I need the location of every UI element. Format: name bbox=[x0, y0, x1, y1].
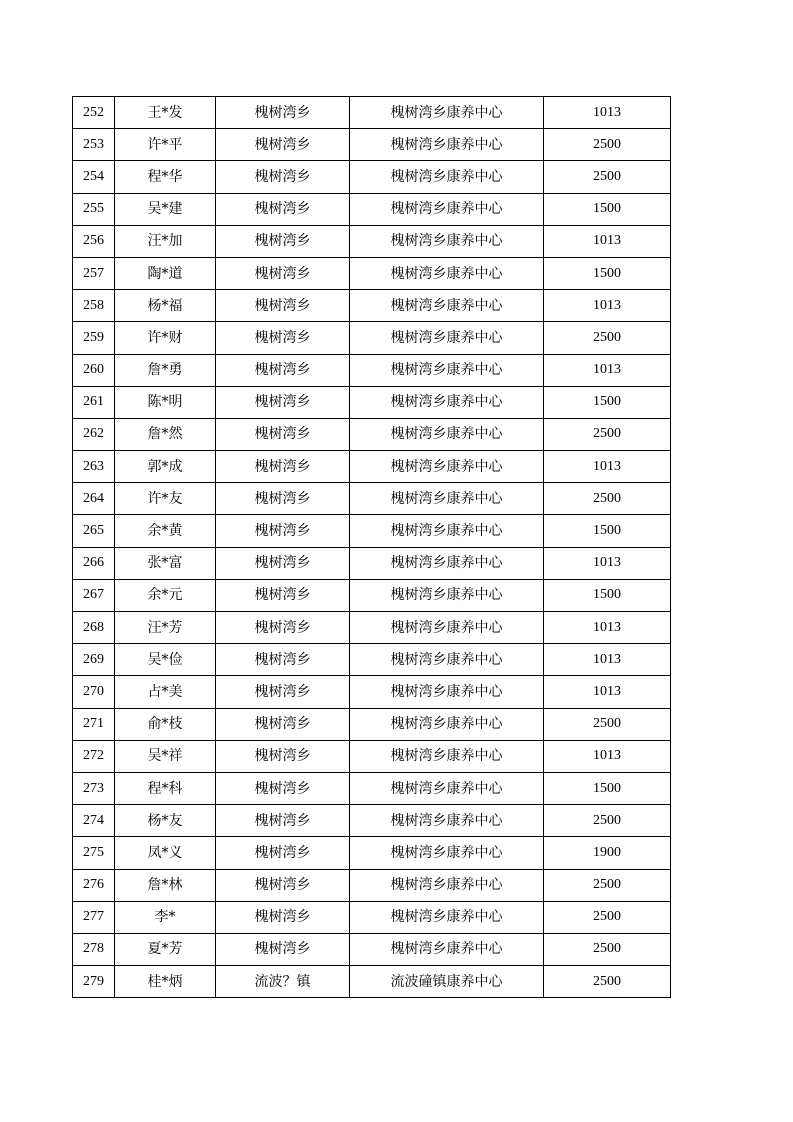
cell-name: 余*元 bbox=[115, 579, 216, 611]
cell-institution: 槐树湾乡康养中心 bbox=[350, 740, 544, 772]
cell-institution: 槐树湾乡康养中心 bbox=[350, 354, 544, 386]
cell-serial-number: 271 bbox=[73, 708, 115, 740]
cell-amount: 2500 bbox=[544, 483, 671, 515]
table-row bbox=[73, 676, 671, 708]
table-row bbox=[73, 966, 671, 998]
cell-serial-number: 270 bbox=[73, 676, 115, 708]
cell-amount: 1013 bbox=[544, 644, 671, 676]
cell-name: 吴*祥 bbox=[115, 740, 216, 772]
cell-serial-number: 255 bbox=[73, 193, 115, 225]
table-row bbox=[73, 515, 671, 547]
cell-serial-number: 276 bbox=[73, 869, 115, 901]
beneficiary-table bbox=[72, 96, 671, 998]
cell-township: 槐树湾乡 bbox=[216, 740, 350, 772]
cell-institution: 槐树湾乡康养中心 bbox=[350, 322, 544, 354]
table-row bbox=[73, 933, 671, 965]
cell-serial-number: 254 bbox=[73, 161, 115, 193]
cell-institution: 槐树湾乡康养中心 bbox=[350, 193, 544, 225]
cell-amount: 2500 bbox=[544, 161, 671, 193]
cell-institution: 槐树湾乡康养中心 bbox=[350, 225, 544, 257]
cell-institution: 槐树湾乡康养中心 bbox=[350, 612, 544, 644]
cell-amount: 1013 bbox=[544, 612, 671, 644]
cell-township: 槐树湾乡 bbox=[216, 257, 350, 289]
cell-amount: 1013 bbox=[544, 547, 671, 579]
cell-amount: 1013 bbox=[544, 225, 671, 257]
table-row bbox=[73, 129, 671, 161]
table-body bbox=[73, 97, 671, 998]
cell-amount: 1500 bbox=[544, 386, 671, 418]
cell-amount: 1013 bbox=[544, 740, 671, 772]
cell-township: 槐树湾乡 bbox=[216, 644, 350, 676]
cell-name: 许*友 bbox=[115, 483, 216, 515]
cell-institution: 槐树湾乡康养中心 bbox=[350, 515, 544, 547]
cell-institution: 槐树湾乡康养中心 bbox=[350, 901, 544, 933]
cell-township: 槐树湾乡 bbox=[216, 129, 350, 161]
cell-serial-number: 257 bbox=[73, 257, 115, 289]
cell-serial-number: 278 bbox=[73, 933, 115, 965]
cell-serial-number: 266 bbox=[73, 547, 115, 579]
table-row bbox=[73, 579, 671, 611]
cell-name: 李* bbox=[115, 901, 216, 933]
cell-name: 詹*然 bbox=[115, 418, 216, 450]
cell-township: 槐树湾乡 bbox=[216, 772, 350, 804]
cell-name: 吴*建 bbox=[115, 193, 216, 225]
cell-name: 詹*勇 bbox=[115, 354, 216, 386]
table-row bbox=[73, 901, 671, 933]
cell-name: 杨*福 bbox=[115, 290, 216, 322]
cell-township: 槐树湾乡 bbox=[216, 322, 350, 354]
cell-township: 槐树湾乡 bbox=[216, 933, 350, 965]
cell-amount: 1500 bbox=[544, 772, 671, 804]
cell-serial-number: 267 bbox=[73, 579, 115, 611]
cell-institution: 槐树湾乡康养中心 bbox=[350, 579, 544, 611]
table-row bbox=[73, 547, 671, 579]
table-row bbox=[73, 322, 671, 354]
table-row bbox=[73, 161, 671, 193]
cell-serial-number: 261 bbox=[73, 386, 115, 418]
cell-amount: 2500 bbox=[544, 805, 671, 837]
cell-serial-number: 275 bbox=[73, 837, 115, 869]
cell-serial-number: 264 bbox=[73, 483, 115, 515]
cell-amount: 2500 bbox=[544, 708, 671, 740]
table-row bbox=[73, 483, 671, 515]
cell-township: 槐树湾乡 bbox=[216, 901, 350, 933]
cell-serial-number: 262 bbox=[73, 418, 115, 450]
cell-amount: 1500 bbox=[544, 193, 671, 225]
cell-amount: 1013 bbox=[544, 676, 671, 708]
cell-institution: 槐树湾乡康养中心 bbox=[350, 869, 544, 901]
cell-amount: 1013 bbox=[544, 354, 671, 386]
cell-amount: 2500 bbox=[544, 901, 671, 933]
cell-institution: 槐树湾乡康养中心 bbox=[350, 933, 544, 965]
table-row bbox=[73, 708, 671, 740]
table-row bbox=[73, 644, 671, 676]
cell-township: 槐树湾乡 bbox=[216, 418, 350, 450]
table-row bbox=[73, 386, 671, 418]
cell-institution: 流波䃥镇康养中心 bbox=[350, 966, 544, 998]
cell-township: 槐树湾乡 bbox=[216, 193, 350, 225]
cell-name: 凤*义 bbox=[115, 837, 216, 869]
cell-serial-number: 252 bbox=[73, 97, 115, 129]
table-row bbox=[73, 354, 671, 386]
cell-name: 汪*加 bbox=[115, 225, 216, 257]
cell-amount: 2500 bbox=[544, 322, 671, 354]
cell-township: 槐树湾乡 bbox=[216, 483, 350, 515]
cell-institution: 槐树湾乡康养中心 bbox=[350, 97, 544, 129]
cell-institution: 槐树湾乡康养中心 bbox=[350, 676, 544, 708]
cell-amount: 2500 bbox=[544, 129, 671, 161]
cell-amount: 2500 bbox=[544, 418, 671, 450]
cell-name: 陈*明 bbox=[115, 386, 216, 418]
cell-name: 余*黄 bbox=[115, 515, 216, 547]
cell-amount: 1013 bbox=[544, 451, 671, 483]
cell-amount: 1013 bbox=[544, 290, 671, 322]
cell-township: 槐树湾乡 bbox=[216, 386, 350, 418]
cell-name: 王*发 bbox=[115, 97, 216, 129]
cell-name: 汪*芳 bbox=[115, 612, 216, 644]
cell-institution: 槐树湾乡康养中心 bbox=[350, 451, 544, 483]
cell-amount: 2500 bbox=[544, 869, 671, 901]
cell-name: 许*平 bbox=[115, 129, 216, 161]
cell-township: 槐树湾乡 bbox=[216, 837, 350, 869]
cell-township: 槐树湾乡 bbox=[216, 290, 350, 322]
cell-name: 占*美 bbox=[115, 676, 216, 708]
cell-serial-number: 260 bbox=[73, 354, 115, 386]
table-row bbox=[73, 418, 671, 450]
table-row bbox=[73, 740, 671, 772]
cell-amount: 1500 bbox=[544, 515, 671, 547]
table-row bbox=[73, 837, 671, 869]
cell-name: 许*财 bbox=[115, 322, 216, 354]
table-row bbox=[73, 257, 671, 289]
cell-serial-number: 258 bbox=[73, 290, 115, 322]
cell-amount: 2500 bbox=[544, 966, 671, 998]
table-row bbox=[73, 193, 671, 225]
cell-serial-number: 273 bbox=[73, 772, 115, 804]
cell-institution: 槐树湾乡康养中心 bbox=[350, 644, 544, 676]
cell-name: 杨*友 bbox=[115, 805, 216, 837]
cell-township: 槐树湾乡 bbox=[216, 708, 350, 740]
table-row bbox=[73, 225, 671, 257]
table-row bbox=[73, 772, 671, 804]
cell-institution: 槐树湾乡康养中心 bbox=[350, 161, 544, 193]
cell-amount: 1900 bbox=[544, 837, 671, 869]
cell-township: 流波？镇 bbox=[216, 966, 350, 998]
cell-serial-number: 259 bbox=[73, 322, 115, 354]
cell-township: 槐树湾乡 bbox=[216, 515, 350, 547]
cell-township: 槐树湾乡 bbox=[216, 547, 350, 579]
cell-serial-number: 263 bbox=[73, 451, 115, 483]
cell-name: 俞*枝 bbox=[115, 708, 216, 740]
table-row bbox=[73, 290, 671, 322]
cell-township: 槐树湾乡 bbox=[216, 579, 350, 611]
cell-institution: 槐树湾乡康养中心 bbox=[350, 129, 544, 161]
cell-amount: 1500 bbox=[544, 257, 671, 289]
cell-institution: 槐树湾乡康养中心 bbox=[350, 837, 544, 869]
table-row bbox=[73, 805, 671, 837]
cell-township: 槐树湾乡 bbox=[216, 612, 350, 644]
cell-amount: 2500 bbox=[544, 933, 671, 965]
cell-serial-number: 272 bbox=[73, 740, 115, 772]
table-row bbox=[73, 869, 671, 901]
cell-serial-number: 279 bbox=[73, 966, 115, 998]
cell-amount: 1013 bbox=[544, 97, 671, 129]
cell-township: 槐树湾乡 bbox=[216, 354, 350, 386]
cell-name: 夏*芳 bbox=[115, 933, 216, 965]
cell-township: 槐树湾乡 bbox=[216, 225, 350, 257]
cell-township: 槐树湾乡 bbox=[216, 805, 350, 837]
cell-institution: 槐树湾乡康养中心 bbox=[350, 290, 544, 322]
cell-name: 陶*道 bbox=[115, 257, 216, 289]
cell-institution: 槐树湾乡康养中心 bbox=[350, 257, 544, 289]
cell-township: 槐树湾乡 bbox=[216, 676, 350, 708]
cell-amount: 1500 bbox=[544, 579, 671, 611]
cell-name: 吴*俭 bbox=[115, 644, 216, 676]
table-row bbox=[73, 612, 671, 644]
cell-serial-number: 277 bbox=[73, 901, 115, 933]
cell-township: 槐树湾乡 bbox=[216, 97, 350, 129]
cell-name: 程*华 bbox=[115, 161, 216, 193]
cell-serial-number: 269 bbox=[73, 644, 115, 676]
cell-serial-number: 256 bbox=[73, 225, 115, 257]
cell-institution: 槐树湾乡康养中心 bbox=[350, 547, 544, 579]
cell-serial-number: 253 bbox=[73, 129, 115, 161]
cell-institution: 槐树湾乡康养中心 bbox=[350, 772, 544, 804]
cell-township: 槐树湾乡 bbox=[216, 161, 350, 193]
cell-institution: 槐树湾乡康养中心 bbox=[350, 483, 544, 515]
cell-name: 张*富 bbox=[115, 547, 216, 579]
cell-serial-number: 265 bbox=[73, 515, 115, 547]
cell-name: 郭*成 bbox=[115, 451, 216, 483]
cell-name: 詹*林 bbox=[115, 869, 216, 901]
document-table-container bbox=[72, 96, 671, 998]
cell-township: 槐树湾乡 bbox=[216, 869, 350, 901]
cell-name: 桂*炳 bbox=[115, 966, 216, 998]
cell-institution: 槐树湾乡康养中心 bbox=[350, 708, 544, 740]
cell-institution: 槐树湾乡康养中心 bbox=[350, 386, 544, 418]
cell-serial-number: 274 bbox=[73, 805, 115, 837]
table-row bbox=[73, 451, 671, 483]
table-row bbox=[73, 97, 671, 129]
cell-name: 程*科 bbox=[115, 772, 216, 804]
cell-township: 槐树湾乡 bbox=[216, 451, 350, 483]
cell-institution: 槐树湾乡康养中心 bbox=[350, 418, 544, 450]
cell-serial-number: 268 bbox=[73, 612, 115, 644]
cell-institution: 槐树湾乡康养中心 bbox=[350, 805, 544, 837]
